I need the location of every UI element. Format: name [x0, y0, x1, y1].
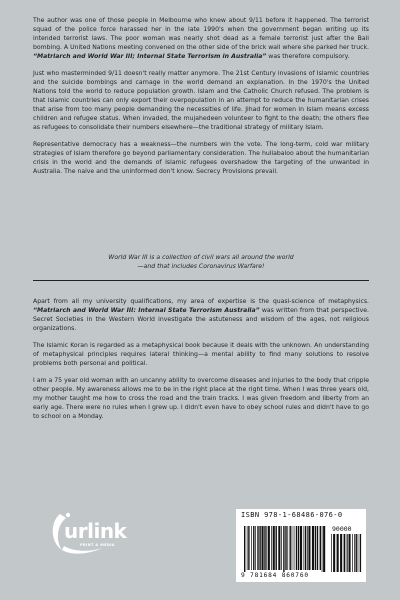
- tagline-line-1: World War III is a collection of civil wars all around the world: [108, 254, 294, 261]
- isbn-label: ISBN 978-1-68486-076-0: [241, 511, 343, 519]
- book-title-reference: “Matriarch and World War III: Internal State Terrorism Australia”: [33, 307, 260, 314]
- blurb-paragraph-3: Representative democracy has a weakness—the numbers win the vote. The long-term, cold war military strategies of Islam therefore go beyond parliamentary consideration. The hullabaloo about the humanitarian crisis in the world and the demands of Islamic refugees overshadow the targeting of the unwanted in Australia. The naive and the uninformed don't know. Secrecy Provisions prevail.: [33, 141, 369, 175]
- blurb-paragraph-2: Just who masterminded 9/11 doesn't really matter anymore. The 21st Century invasions of Islamic countries and the suicide bombings and carnage in the world demand an explanation. In the 1970's the United Nations told the world to reduce population growth. Islam and the Catholic Church refused. The problem is that Islamic countries can only export their overpopulation in an attempt to reduce the humanitarian crises that arise from too many people demanding the necessities of life. Jihad for women in Islam means excess children and refugee status. When invaded, the mujahedeen volunteer to fight to the death; the others flee as refugees to consolidate their numbers elsewhere—the traditional strategy of military Islam.: [33, 70, 369, 131]
- publisher-subtitle: PRINT & MEDIA: [80, 543, 115, 547]
- book-title-reference: “Matriarch and World War III; Internal State Terrorism in Australia”: [33, 53, 267, 60]
- blurb-text: The author was one of those people in Melbourne who knew about 9/11 before it happened. The terrorist squad of the police force harassed her in the late 1990's when the government began writing up its intended terrorist laws. The poor woman was nearly shot dead as a female terrorist just after the Bali bombing. A United Nations meeting convened on the other side of the brick wall where she parked her truck.: [33, 17, 370, 51]
- author-paragraph-3: I am a 75 year old woman with an uncanny ability to overcome diseases and injuries to the body that cripple other people. My awareness allows me to be in the right place at the right time. When I was three years old, my mother taught me how to cross the road and the train tracks. I was given freedom and liberty from an early age. There were no rules when I grew up. I didn't even have to obey school rules and didn't have to go to school on a Monday.: [33, 377, 369, 420]
- barcode-bars-icon: [236, 520, 366, 572]
- author-text: Apart from all my university qualifications, my area of expertise is the quasi-science of metaphysics.: [33, 298, 369, 305]
- blurb-paragraph-1: [33, 16, 369, 61]
- blurb-top: [33, 16, 369, 176]
- author-text: was written from that perspective. Secret Societies in the Western World investigate the astuteness and wisdom of the ages, not religious organizations.: [33, 307, 370, 332]
- publisher-logo: [46, 508, 128, 558]
- tagline-line-2: —and that includes Coronavirus Warfare!: [137, 263, 265, 270]
- section-divider: [33, 280, 369, 281]
- barcode-price-digits: 90000: [332, 525, 352, 533]
- publisher-name: urlink: [64, 519, 127, 543]
- author-paragraph-2: The Islamic Koran is regarded as a metaphysical book because it deals with the unknown. An understanding of metaphysical principles requires lateral thinking—a mental ability to find many solutions to resolve problems both personal and political.: [33, 342, 369, 367]
- isbn-barcode: [236, 509, 366, 582]
- author-paragraph-1: [33, 297, 369, 333]
- blurb-text: was therefore compulsory.: [266, 53, 350, 60]
- tagline: [33, 253, 369, 271]
- barcode-digits: 9 781684 860760: [241, 572, 309, 579]
- author-statement: [33, 297, 369, 429]
